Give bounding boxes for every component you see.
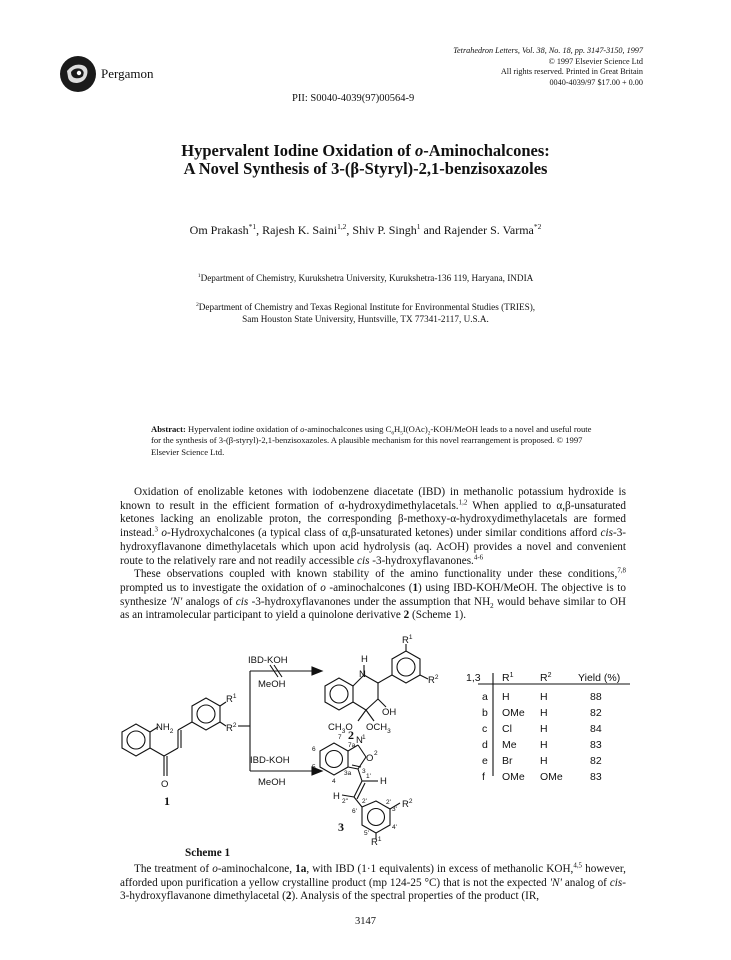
pergamon-logo bbox=[58, 54, 98, 94]
affiliation-2 bbox=[0, 301, 731, 325]
table-cell: Cl bbox=[502, 723, 512, 735]
benzene-ring bbox=[122, 724, 150, 756]
citation: 4,5 bbox=[573, 861, 583, 870]
text-run: o bbox=[320, 581, 326, 594]
text-run: The treatment of bbox=[134, 863, 213, 875]
text-run: -3-hydroxyflavanone dimethylacetal ( bbox=[120, 876, 626, 903]
author-name: , Shiv P. Singh bbox=[346, 223, 417, 237]
table-cell: 84 bbox=[590, 723, 602, 735]
author-list bbox=[0, 223, 731, 238]
table-cell: Br bbox=[502, 755, 513, 767]
solvent-bottom: MeOH bbox=[258, 777, 286, 788]
benzene-ring bbox=[192, 698, 220, 730]
text-run: cis bbox=[609, 876, 623, 889]
atom-number: 7a bbox=[348, 742, 356, 749]
table-row bbox=[482, 739, 602, 751]
text-run: -3-hydroxyflavanone dimethylacetals which upon acid hydrolysis (aq. AcOH) provides a novel and convenient route to the relatively rare and not readily accessible bbox=[120, 527, 627, 567]
affil-marker: 2 bbox=[195, 301, 199, 308]
text-run: cis bbox=[357, 554, 370, 567]
abstract-sub: 6 bbox=[391, 430, 395, 437]
author-affil: 1 bbox=[416, 222, 421, 231]
ch3o-label: $CH_3O$ bbox=[328, 722, 353, 735]
r2-label: $R^2$ bbox=[226, 722, 237, 734]
compound-3-label: 3 bbox=[338, 820, 344, 834]
body-text bbox=[120, 486, 626, 623]
author-name: , Rajesh K. Saini bbox=[256, 223, 338, 237]
abstract-text: o bbox=[300, 424, 305, 434]
yield-table bbox=[466, 672, 620, 783]
citation: 3 bbox=[154, 525, 158, 534]
atom-number: 2' bbox=[386, 799, 391, 806]
carbonyl-o-label: O bbox=[161, 779, 169, 790]
citation: 1,2 bbox=[458, 497, 468, 506]
text-run: o bbox=[161, 527, 168, 540]
oh-label: OH bbox=[382, 707, 397, 718]
table-cell: b bbox=[482, 707, 488, 719]
atom-number: 7 bbox=[338, 734, 342, 741]
text-run: 2 bbox=[285, 890, 292, 903]
benzene-ring bbox=[325, 678, 353, 710]
table-header-r2: $R^2$ bbox=[540, 672, 552, 684]
table-cell: c bbox=[482, 723, 488, 735]
atom-number: 2 bbox=[374, 750, 378, 757]
atom-number: 5' bbox=[364, 830, 369, 837]
n-label: N bbox=[359, 669, 366, 680]
text-run: cis bbox=[600, 527, 613, 540]
table-cell: e bbox=[482, 755, 488, 767]
abstract bbox=[151, 424, 593, 458]
text-run: 2 bbox=[403, 609, 410, 622]
r1-label: $R^1$ bbox=[402, 634, 413, 646]
table-cell: H bbox=[540, 691, 548, 703]
text-run: prompted us to investigate the oxidation of bbox=[120, 581, 321, 594]
table-cell: OMe bbox=[540, 771, 563, 783]
text-run: o bbox=[212, 863, 218, 875]
affil-text: Department of Chemistry and Texas Regional Institute for Environmental Studies (TRIES), bbox=[198, 302, 536, 312]
text-run: ). Analysis of the spectral properties of the product (IR, bbox=[291, 890, 540, 903]
author-name: and Rajender S. Varma bbox=[420, 223, 534, 237]
aromatic-circle bbox=[127, 731, 145, 749]
table-cell: 82 bbox=[590, 755, 602, 767]
benzene-ring bbox=[392, 651, 420, 683]
table-row bbox=[482, 755, 602, 767]
text-run: however, afforded upon purification a yellow crystalline product (mp 124-25 °C) that is not the expected bbox=[120, 863, 626, 889]
table-cell: 88 bbox=[590, 691, 602, 703]
atom-number: 4 bbox=[332, 778, 336, 785]
text-run: 1a bbox=[295, 863, 307, 875]
table-cell: 82 bbox=[590, 707, 602, 719]
abstract-label: Abstract: bbox=[151, 424, 186, 434]
text-run: , with IBD (1·1 equivalents) in excess of methanolic KOH, bbox=[306, 863, 574, 875]
r1-label: $R^1$ bbox=[226, 693, 237, 705]
r2-label: $R^2$ bbox=[428, 674, 439, 686]
body-text-continued bbox=[120, 863, 626, 904]
author-affil: *1 bbox=[248, 222, 257, 231]
text-run: ) using IBD-KOH/MeOH. The objective is to synthesize bbox=[120, 581, 626, 608]
text-run: -aminochalcone, bbox=[217, 863, 296, 875]
affil-text: Department of Chemistry, Kurukshetra University, Kurukshetra-136 119, Haryana, INDIA bbox=[200, 273, 534, 283]
text-run: -3-hydroxyflavanones under the assumption that NH bbox=[248, 595, 491, 608]
table-cell: H bbox=[540, 739, 548, 751]
table-cell: H bbox=[540, 723, 548, 735]
text-run: Oxidation of enolizable ketones with iodobenzene diacetate (IBD) in methanolic potassium hydroxide is known to result in the efficient formation of α-hydroxydimethylacetals. bbox=[120, 486, 626, 512]
h-label: H bbox=[361, 654, 368, 665]
table-cell: H bbox=[540, 707, 548, 719]
scheme-1-diagram bbox=[100, 631, 640, 846]
author-name: Om Prakash bbox=[189, 223, 249, 237]
table-cell: a bbox=[482, 691, 488, 703]
table-row bbox=[482, 707, 602, 719]
abstract-text: -KOH/MeOH leads to a novel and useful route for the synthesis of 3-(β-styryl)-2,1-benzisoxazoles. A plausible mechanism for this novel rearrangement is proposed. © 1997 Elsevier Science Ltd. bbox=[151, 424, 592, 457]
citation: 7,8 bbox=[617, 566, 626, 575]
text-run: 1 bbox=[412, 581, 419, 594]
o-label: O bbox=[366, 753, 374, 764]
affiliation-1 bbox=[0, 273, 731, 283]
atom-number: 3a bbox=[344, 770, 352, 777]
abstract-text: Hypervalent iodine oxidation of bbox=[185, 424, 301, 434]
text-run: analog of bbox=[561, 876, 610, 889]
text-run: cis bbox=[235, 595, 249, 608]
table-cell: d bbox=[482, 739, 488, 751]
affil-text: Sam Houston State University, Huntsville, TX 77341-2117, U.S.A. bbox=[242, 314, 489, 324]
text-run: 'N' bbox=[169, 595, 183, 608]
pii-identifier: PII: S0040-4039(97)00564-9 bbox=[292, 93, 415, 104]
table-row bbox=[482, 771, 602, 783]
och3-label: $OCH_3$ bbox=[366, 722, 391, 735]
atom-number: 2' bbox=[362, 798, 367, 805]
abstract-text: H bbox=[394, 424, 401, 434]
paragraph-3 bbox=[120, 863, 626, 904]
table-header-r1: $R^1$ bbox=[502, 672, 514, 684]
n-label: N bbox=[356, 735, 363, 746]
nh2-label: $NH_2$ bbox=[156, 722, 174, 735]
page-number: 3147 bbox=[355, 916, 376, 927]
abstract-sub: 2 bbox=[427, 430, 431, 437]
author-affil: *2 bbox=[533, 222, 542, 231]
text-run: would behave similar to OH as an intramolecular participant to yield a quinolone derivative bbox=[120, 595, 626, 622]
text-run: When applied to α,β-unsaturated ketones lacking an enolizable proton, the corresponding β-methoxy-α-hydroxydimethylacetals are formed instead. bbox=[120, 499, 626, 540]
abstract-text: I(OAc) bbox=[402, 424, 428, 434]
table-cell: H bbox=[502, 691, 510, 703]
compound-2-label: 2 bbox=[348, 728, 354, 742]
atom-number: 1' bbox=[366, 773, 371, 780]
text-run: analogs of bbox=[182, 595, 236, 608]
atom-number: 5 bbox=[312, 764, 316, 771]
text-run: -Hydroxychalcones (a typical class of α,β-unsaturated ketones) under similar conditions afford bbox=[167, 527, 601, 540]
text-run: (Scheme 1). bbox=[409, 609, 467, 622]
table-row bbox=[482, 691, 602, 703]
table-cell: H bbox=[540, 755, 548, 767]
price-line: 0040-4039/97 $17.00 + 0.00 bbox=[549, 77, 643, 87]
journal-metadata bbox=[453, 46, 643, 88]
abstract-sub: 5 bbox=[400, 430, 403, 437]
title-part: Hypervalent Iodine Oxidation of bbox=[181, 141, 415, 160]
abstract-text: -aminochalcones using C bbox=[304, 424, 392, 434]
paragraph-1 bbox=[120, 486, 626, 568]
publisher-name: Pergamon bbox=[101, 66, 154, 81]
text-run: -3-hydroxyflavanones. bbox=[369, 554, 474, 567]
atom-number: 2'' bbox=[342, 798, 349, 805]
r2-label: $R^2$ bbox=[402, 798, 413, 810]
paragraph-2 bbox=[120, 568, 626, 623]
scheme-caption: Scheme 1 bbox=[185, 847, 231, 859]
table-cell: OMe bbox=[502, 771, 525, 783]
table-cell: 83 bbox=[590, 739, 602, 751]
rights-line: All rights reserved. Printed in Great Britain bbox=[500, 67, 643, 77]
text-run: -aminochalcones ( bbox=[325, 581, 413, 594]
paper-title bbox=[0, 142, 731, 178]
atom-number: 4' bbox=[392, 824, 397, 831]
table-header-cmpd: 1,3 bbox=[466, 672, 481, 684]
table-cell: f bbox=[482, 771, 485, 783]
title-part: -Aminochalcones: bbox=[423, 141, 550, 160]
reagent-top: IBD-KOH bbox=[248, 655, 288, 666]
table-cell: OMe bbox=[502, 707, 525, 719]
atom-number: 3' bbox=[392, 806, 397, 813]
atom-number: 1 bbox=[362, 734, 366, 741]
r1-label: $R^1$ bbox=[371, 836, 382, 846]
atom-number: 6 bbox=[312, 746, 316, 753]
atom-number: 3 bbox=[362, 768, 366, 775]
title-line-2: A Novel Synthesis of 3-(β-Styryl)-2,1-benzisoxazoles bbox=[183, 159, 548, 178]
table-row bbox=[482, 723, 602, 735]
table-header-yield: Yield (%) bbox=[578, 672, 621, 684]
table-cell: Me bbox=[502, 739, 517, 751]
h-label: H bbox=[380, 776, 387, 787]
compound-1-label: 1 bbox=[164, 794, 170, 808]
title-italic: o bbox=[415, 141, 424, 160]
solvent-top: MeOH bbox=[258, 679, 286, 690]
affil-marker: 1 bbox=[197, 272, 201, 279]
citation: 4-6 bbox=[473, 552, 484, 561]
author-affil: 1,2 bbox=[337, 222, 347, 231]
text-run: 'N' bbox=[549, 876, 562, 889]
reagent-bottom: IBD-KOH bbox=[250, 755, 290, 766]
copyright-line: © 1997 Elsevier Science Ltd bbox=[548, 56, 643, 66]
table-cell: 83 bbox=[590, 771, 602, 783]
text-run: These observations coupled with known stability of the amino functionality under these conditions, bbox=[134, 568, 618, 581]
atom-number: 6' bbox=[352, 808, 357, 815]
h-label: H bbox=[333, 791, 340, 802]
journal-citation: Tetrahedron Letters, Vol. 38, No. 18, pp. 3147-3150, 1997 bbox=[453, 46, 643, 55]
subscript: 2 bbox=[490, 601, 494, 610]
